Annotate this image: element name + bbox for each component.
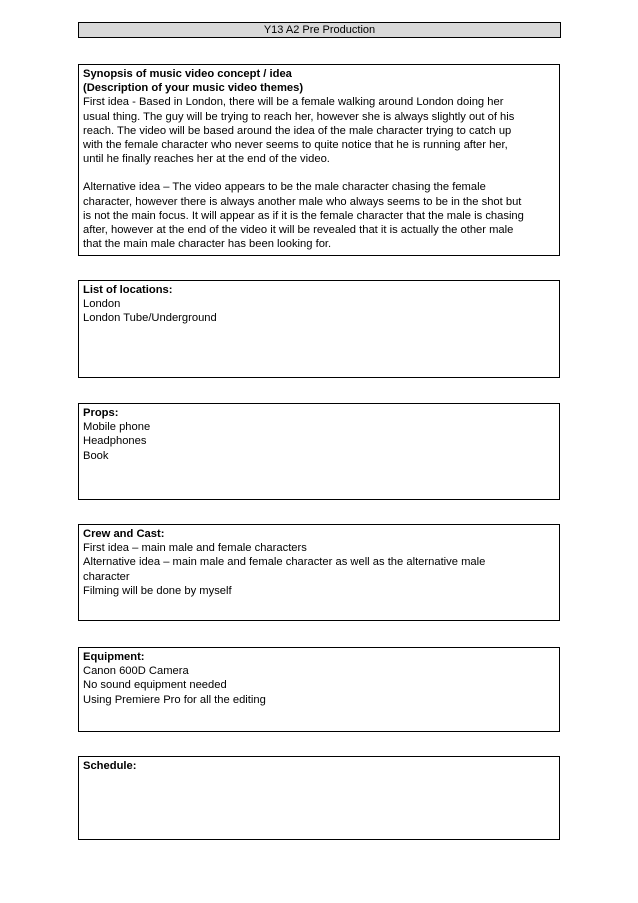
- equipment-item: Using Premiere Pro for all the editing: [83, 693, 266, 706]
- document-header: [78, 22, 561, 38]
- paragraph-spacer: [83, 166, 555, 180]
- equipment-heading: Equipment:: [83, 651, 145, 663]
- prop-item: Mobile phone: [83, 421, 151, 434]
- equipment-section: [78, 647, 560, 732]
- first-idea-line: First idea - Based in London, there will be a female walking around London doing her: [83, 96, 504, 109]
- locations-heading: List of locations:: [83, 284, 173, 296]
- equipment-item: Canon 600D Camera: [83, 665, 189, 678]
- locations-section: [78, 280, 560, 378]
- synopsis-section: [78, 64, 560, 256]
- prop-item: Book: [83, 449, 109, 462]
- first-idea-line: reach. The video will be based around the idea of the male character trying to catch up: [83, 124, 512, 137]
- crew-line: Filming will be done by myself: [83, 584, 232, 597]
- location-item: London: [83, 298, 121, 311]
- props-heading: Props:: [83, 407, 119, 419]
- equipment-item: No sound equipment needed: [83, 679, 227, 692]
- crew-line: First idea – main male and female characters: [83, 542, 307, 555]
- schedule-section: [78, 756, 560, 840]
- alternative-idea-line: that the main male character has been looking for.: [83, 238, 332, 251]
- document-title: Y13 A2 Pre Production: [263, 24, 376, 36]
- crew-heading: Crew and Cast:: [83, 528, 165, 540]
- props-section: [78, 403, 560, 500]
- alternative-idea-line: after, however at the end of the video it will be revealed that it is actually the other male: [83, 224, 514, 237]
- first-idea-line: until he finally reaches her at the end of the video.: [83, 153, 330, 166]
- synopsis-subheading: (Description of your music video themes): [83, 82, 304, 95]
- alternative-idea-line: is not the main focus. It will appear as if it is the female character that the male is chasing: [83, 209, 524, 222]
- crew-line: Alternative idea – main male and female character as well as the alternative male: [83, 556, 486, 569]
- prop-item: Headphones: [83, 435, 147, 448]
- crew-line: character: [83, 570, 130, 583]
- first-idea-line: usual thing. The guy will be trying to reach her, however she is always slightly out of his: [83, 110, 515, 123]
- location-item: London Tube/Underground: [83, 312, 217, 325]
- schedule-heading: Schedule:: [83, 760, 137, 772]
- crew-cast-section: [78, 524, 560, 621]
- alternative-idea-line: character, however there is always another male who always seems to be in the shot but: [83, 195, 522, 208]
- synopsis-heading: Synopsis of music video concept / idea: [83, 68, 292, 80]
- alternative-idea-line: Alternative idea – The video appears to be the male character chasing the female: [83, 181, 486, 194]
- first-idea-line: with the female character who never seems to quite notice that he is running after her,: [83, 139, 508, 152]
